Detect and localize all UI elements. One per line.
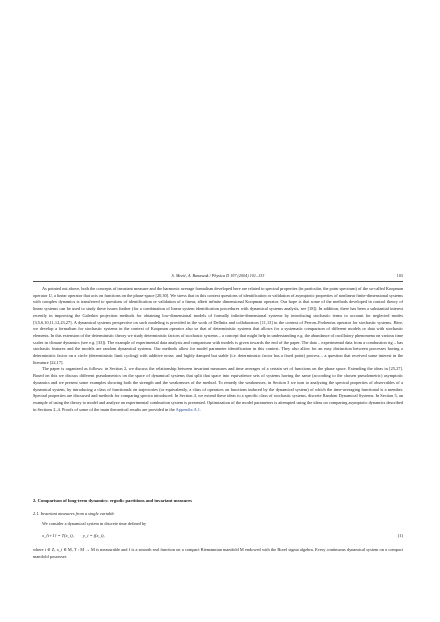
equation-1 xyxy=(33,532,403,540)
paragraph-2-text: The paper is organized as follows: in Section 2, we discuss the relationship between invariant measures and time averages of a certain set of functions on the phase space. Extending the ideas in [25,27]. Based on this we discuss different pseudometrics on the space of dynamical systems that split that space into equivalence sets of systems having the same (according to the chosen pseudometric) asymptotic dynamics and we present some examples showing both the strength and the weaknesses of the method. To remedy the weaknesses, in Section 3 we turn to analyzing the spectral properties of observables of a dynamical system, by introducing a class of functionals on trajectories (or equivalently, a class of operators on functions induced by the dynamical system) of which the time-averaging functional is a member. Spectral properties are discussed and methods for comparing spectra introduced. In Section 4, we extend these ideas to a specific class of stochastic systems, discrete Random Dynamical Systems. In Section 5, an example of using the theory to model and analyze an experimental combustion system is presented. Optimization of the model parameters is attempted using the ideas on comparing asymptotic dynamics described in Sections 2–4. Proofs of some of the main theoretical results are provided in the xyxy=(33,366,403,412)
header-rule xyxy=(33,281,403,282)
appendix-link[interactable]: Appendix A.1 xyxy=(175,406,200,412)
page-number: 103 xyxy=(396,273,403,278)
intro-paragraphs xyxy=(33,286,403,413)
section-intro xyxy=(33,521,403,528)
after-equation-paragraph xyxy=(33,547,403,560)
section-intro-text: We consider a dynamical system in discrete time defined by xyxy=(42,521,147,526)
section-title: 2. Comparison of long-term dynamics: ergodic partitions and invariant measures xyxy=(33,498,192,503)
after-equation-text: where i ∈ Z, x_i ∈ M, T : M → M is measurable and f is a smooth real function on a compact Riemannian manifold M endowed with the Borel sigma algebra. Every continuous dynamical system on a compact manifold possesses xyxy=(33,547,403,559)
running-head xyxy=(33,272,403,280)
equation-lhs: x_{i+1} = T(x_i), xyxy=(42,533,74,538)
paragraph-2-end: . xyxy=(199,406,202,412)
equation-number: (1) xyxy=(397,533,403,538)
running-title: S. Mezić, A. Banaszuk / Physica D 197 (2004) 101–133 xyxy=(171,273,265,278)
subsection-title: 2.1. Invariant measures from a single variable xyxy=(33,511,115,516)
paragraph-2 xyxy=(33,366,403,413)
paragraph-1: As pointed out above, both the concepts of invariant measure and the harmonic average formalism developed here are related to spectral properties (in particular, the point spectrum) of the so-called Koopman operator U, a linear operator that acts on functions on the phase-space [20,30]. We stress that in this context questions of identification or validation of asymptotic properties of nonlinear finite-dimensional systems with complex dynamics is transferred to questions of identification or validation of a linear, albeit infinite dimensional Koopman operator. Our hope is that some of the methods developed in control theory of linear systems can be used to study these issues further (for a combination of linear system identification procedures with dynamical systems analysis, see [18]). In addition, there has been a substantial interest recently in improving the Galerkin projection methods for obtaining low-dimensional models of formally infinite-dimensional systems by introducing stochastic terms to account for neglected modes [3,5,6,10,11,12,23,27]. A dynamical systems perspective on such modeling is provided in the work of Dellnitz and collaborators [11,13] in the context of Perron–Frobenius operator for stochastic systems. Here, we develop a formalism for stochastic systems in the context of Koopman operator also so that of deterministic systems that allows for a systematic comparison of different models or data with stochastic elements. In this extension of the deterministic theory we study deterministic factors of stochastic systems – a concept that might help in understanding e.g. the abundance of oscillatory phenomena on various time scales in climate dynamics (see e.g. [33]). The example of experimental data analysis and comparison with models is given towards the end of the paper. The data – experimental data from a combustion rig – has stochastic features and the models are random dynamical systems. Our methods allow for model parameter identification in this context. They also allow for an easy distinction between processes having a deterministic factor on a circle (deterministic limit cycling) with additive noise, and highly damped but stable (i.e. deterministic factor has a fixed point) process – a question that received some interest in the literature [22,17]. xyxy=(33,286,403,365)
equation-rhs: y_i = f(x_i), xyxy=(83,533,105,538)
